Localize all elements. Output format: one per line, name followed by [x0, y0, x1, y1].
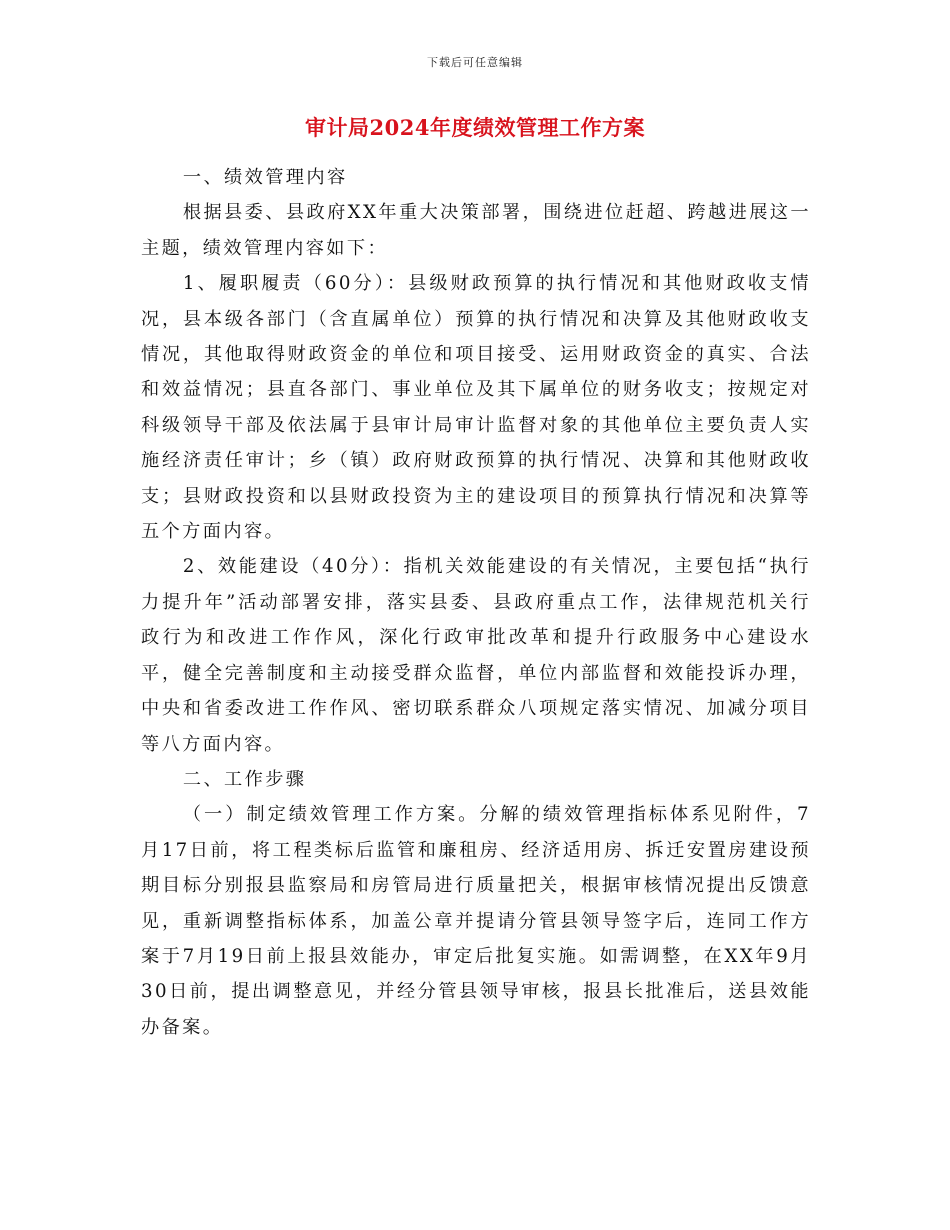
paragraph-efficiency-building: 2、效能建设（40分）：指机关效能建设的有关情况，主要包括“执行力提升年”活动部署安排，落实县委、县政府重点工作，法律规范机关行政行为和改进工作作风，深化行政审批改革和提升行政服务中心建设水平，健全完善制度和主动接受群众监督，单位内部监督和效能投诉办理，中央和省委改进工作作风、密切联系群众八项规定落实情况、加减分项目等八方面内容。: [141, 556, 811, 755]
paragraph-duty-performance: 1、履职履责（60分）：县级财政预算的执行情况和其他财政收支情况，县本级各部门（含直属单位）预算的执行情况和决算及其他财政收支情况，其他取得财政资金的单位和项目接受、运用财政资金的真实、合法和效益情况；县直各部门、事业单位及其下属单位的财务收支；按规定对科级领导干部及依法属于县审计局审计监督对象的其他单位主要负责人实施经济责任审计；乡（镇）政府财政预算的执行情况、决算和其他财政收支；县财政投资和以县财政投资为主的建设项目的预算执行情况和决算等五个方面内容。: [141, 273, 811, 543]
paragraph-step-one: （一）制定绩效管理工作方案。分解的绩效管理指标体系见附件，7月17日前，将工程类标后监管和廉租房、经济适用房、拆迁安置房建设预期目标分别报县监察局和房管局进行质量把关，根据审核情况提出反馈意见，重新调整指标体系，加盖公章并提请分管县领导签字后，连同工作方案于7月19日前上报县效能办，审定后批复实施。如需调整，在XX年9月30日前，提出调整意见，并经分管县领导审核，报县长批准后，送县效能办备案。: [141, 804, 811, 1038]
document-body: [141, 160, 811, 1045]
paragraph-intro: 根据县委、县政府XX年重大决策部署，围绕进位赶超、跨越进展这一主题，绩效管理内容如下：: [141, 202, 811, 259]
document-title: 审计局2024年度绩效管理工作方案: [305, 115, 645, 140]
section-heading-work-steps: 二、工作步骤: [182, 768, 307, 790]
page-header-note: 下载后可任意编辑: [427, 56, 523, 69]
section-heading-performance-content: 一、绩效管理内容: [182, 167, 348, 188]
